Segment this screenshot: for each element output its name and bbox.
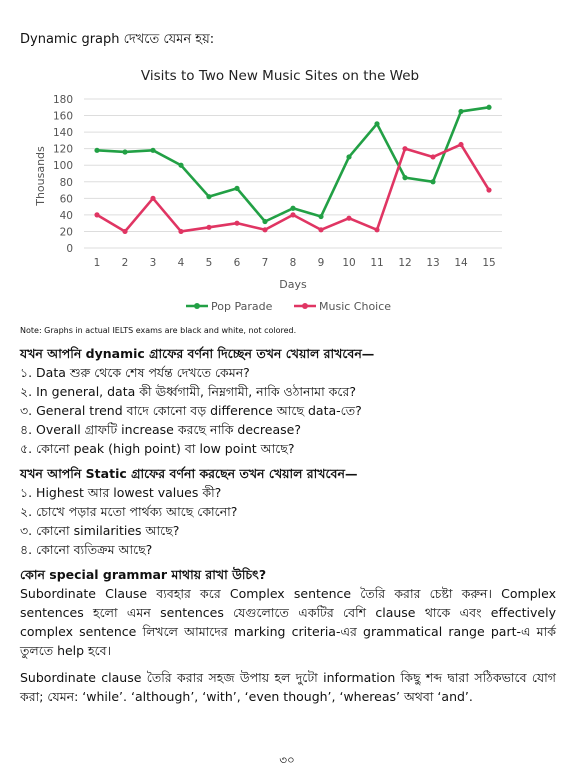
data-point: [178, 163, 183, 168]
data-point: [206, 194, 211, 199]
data-point: [150, 148, 155, 153]
chart-svg: [0, 60, 574, 325]
list-item: ১. Highest আর lowest values কী?: [20, 485, 222, 500]
list-item: ১. Data শুরু থেকে শেষ পর্যন্ত দেখতে কেমন?: [20, 365, 250, 380]
grid-lines: [84, 99, 502, 248]
list-item: ৪. কোনো ব্যতিক্রম আছে?: [20, 542, 153, 557]
dynamic-list: [20, 363, 556, 458]
data-point: [402, 175, 407, 180]
grammar-section-title: কোন special grammar মাথায় রাখা উচিৎ?: [20, 567, 267, 582]
x-tick-label: 1: [93, 257, 101, 269]
x-tick-label: 6: [233, 257, 241, 269]
list-item: ৫. কোনো peak (high point) বা low point আছে?: [20, 441, 295, 456]
y-tick-label: 60: [59, 193, 73, 206]
note-text: Note: Graphs in actual IELTS exams are black and white, not colored.: [20, 326, 297, 335]
data-point: [234, 186, 239, 191]
x-tick-label: 7: [261, 257, 269, 269]
x-tick-label: 10: [342, 257, 356, 269]
line-chart: [0, 60, 574, 325]
x-tick-label: 13: [426, 257, 440, 269]
intro-text: Dynamic graph দেখতে যেমন হয়:: [20, 32, 215, 47]
data-point: [178, 229, 183, 234]
y-axis-label: Thousands: [34, 146, 47, 206]
series-line-0: [97, 107, 489, 221]
x-tick-label: 15: [482, 257, 496, 269]
data-point: [430, 179, 435, 184]
x-tick-label: 9: [317, 257, 325, 269]
data-point: [262, 219, 267, 224]
dynamic-section-title: যখন আপনি dynamic গ্রাফের বর্ণনা দিচ্ছেন তখন খেয়াল রাখবেন—: [20, 346, 375, 361]
y-tick-labels: [53, 94, 73, 255]
page-number: ৩০: [279, 753, 295, 767]
data-point: [290, 212, 295, 217]
data-point: [290, 206, 295, 211]
grammar-paragraph-1: Subordinate Clause ব্যবহার করে Complex sentence তৈরি করার চেষ্টা করুন। Complex sentences হলো এমন sentences যেগুলোতে একটির বেশি clause থাকে এবং effectively complex sentence লিখলে আমাদের marking criteria-এর grammatical range part-এ মার্ক তুলতে help হবে।: [20, 586, 556, 658]
static-list: [20, 483, 556, 559]
data-point: [486, 105, 491, 110]
list-item: ৩. General trend বাদে কোনো বড় difference আছে data-তে?: [20, 403, 362, 418]
data-point: [318, 227, 323, 232]
grammar-paragraph-2: Subordinate clause তৈরি করার সহজ উপায় হল দুটো information কিছু শব্দ দ্বারা সঠিকভাবে যোগ করা; যেমন: ‘while’. ‘although’, ‘with’, ‘even though’, ‘whereas’ অথবা ‘and’.: [20, 670, 556, 704]
x-tick-label: 5: [205, 257, 213, 269]
list-item: ৪. Overall গ্রাফটি increase করছে নাকি decrease?: [20, 422, 301, 437]
x-tick-label: 8: [289, 257, 297, 269]
list-item: ২. চোখে পড়ার মতো পার্থক্য আছে কোনো?: [20, 504, 238, 519]
legend-label: Pop Parade: [211, 300, 273, 313]
data-point: [122, 229, 127, 234]
y-tick-label: 140: [52, 127, 73, 140]
y-tick-label: 160: [52, 110, 73, 123]
data-point: [122, 149, 127, 154]
data-point: [234, 221, 239, 226]
static-section-title: যখন আপনি Static গ্রাফের বর্ণনা করছেন তখন খেয়াল রাখবেন—: [20, 466, 358, 481]
y-tick-label: 100: [52, 160, 73, 173]
static-section: [20, 464, 556, 559]
data-point: [94, 212, 99, 217]
data-point: [402, 146, 407, 151]
series-line-1: [97, 145, 489, 232]
y-tick-label: 0: [66, 243, 73, 255]
y-tick-label: 20: [59, 226, 73, 239]
y-tick-label: 40: [59, 209, 73, 222]
y-tick-label: 80: [59, 176, 73, 189]
legend-marker: [302, 303, 308, 309]
legend: [186, 300, 391, 313]
data-point: [458, 142, 463, 147]
grammar-section: [20, 565, 556, 706]
y-tick-label: 180: [52, 94, 73, 106]
data-point: [150, 196, 155, 201]
data-point: [346, 216, 351, 221]
x-tick-labels: [94, 257, 496, 269]
x-tick-label: 14: [454, 257, 468, 269]
list-item: ২. In general, data কী ঊর্ধ্বগামী, নিম্নগামী, নাকি ওঠানামা করে?: [20, 384, 356, 399]
x-tick-label: 12: [398, 257, 412, 269]
data-point: [374, 227, 379, 232]
legend-marker: [194, 303, 200, 309]
data-point: [318, 214, 323, 219]
x-tick-label: 4: [177, 257, 185, 269]
chart-title: Visits to Two New Music Sites on the Web: [140, 68, 420, 84]
data-point: [374, 121, 379, 126]
data-point: [346, 154, 351, 159]
legend-label: Music Choice: [319, 300, 392, 313]
dynamic-section: [20, 344, 556, 458]
list-item: ৩. কোনো similarities আছে?: [20, 523, 180, 538]
data-point: [206, 225, 211, 230]
data-point: [458, 109, 463, 114]
data-point: [262, 227, 267, 232]
x-axis-label: Days: [279, 278, 307, 291]
data-point: [430, 154, 435, 159]
y-tick-label: 120: [52, 143, 73, 156]
x-tick-label: 3: [149, 257, 157, 269]
x-tick-label: 11: [370, 257, 384, 269]
x-tick-label: 2: [121, 257, 129, 269]
data-point: [94, 148, 99, 153]
data-point: [486, 187, 491, 192]
